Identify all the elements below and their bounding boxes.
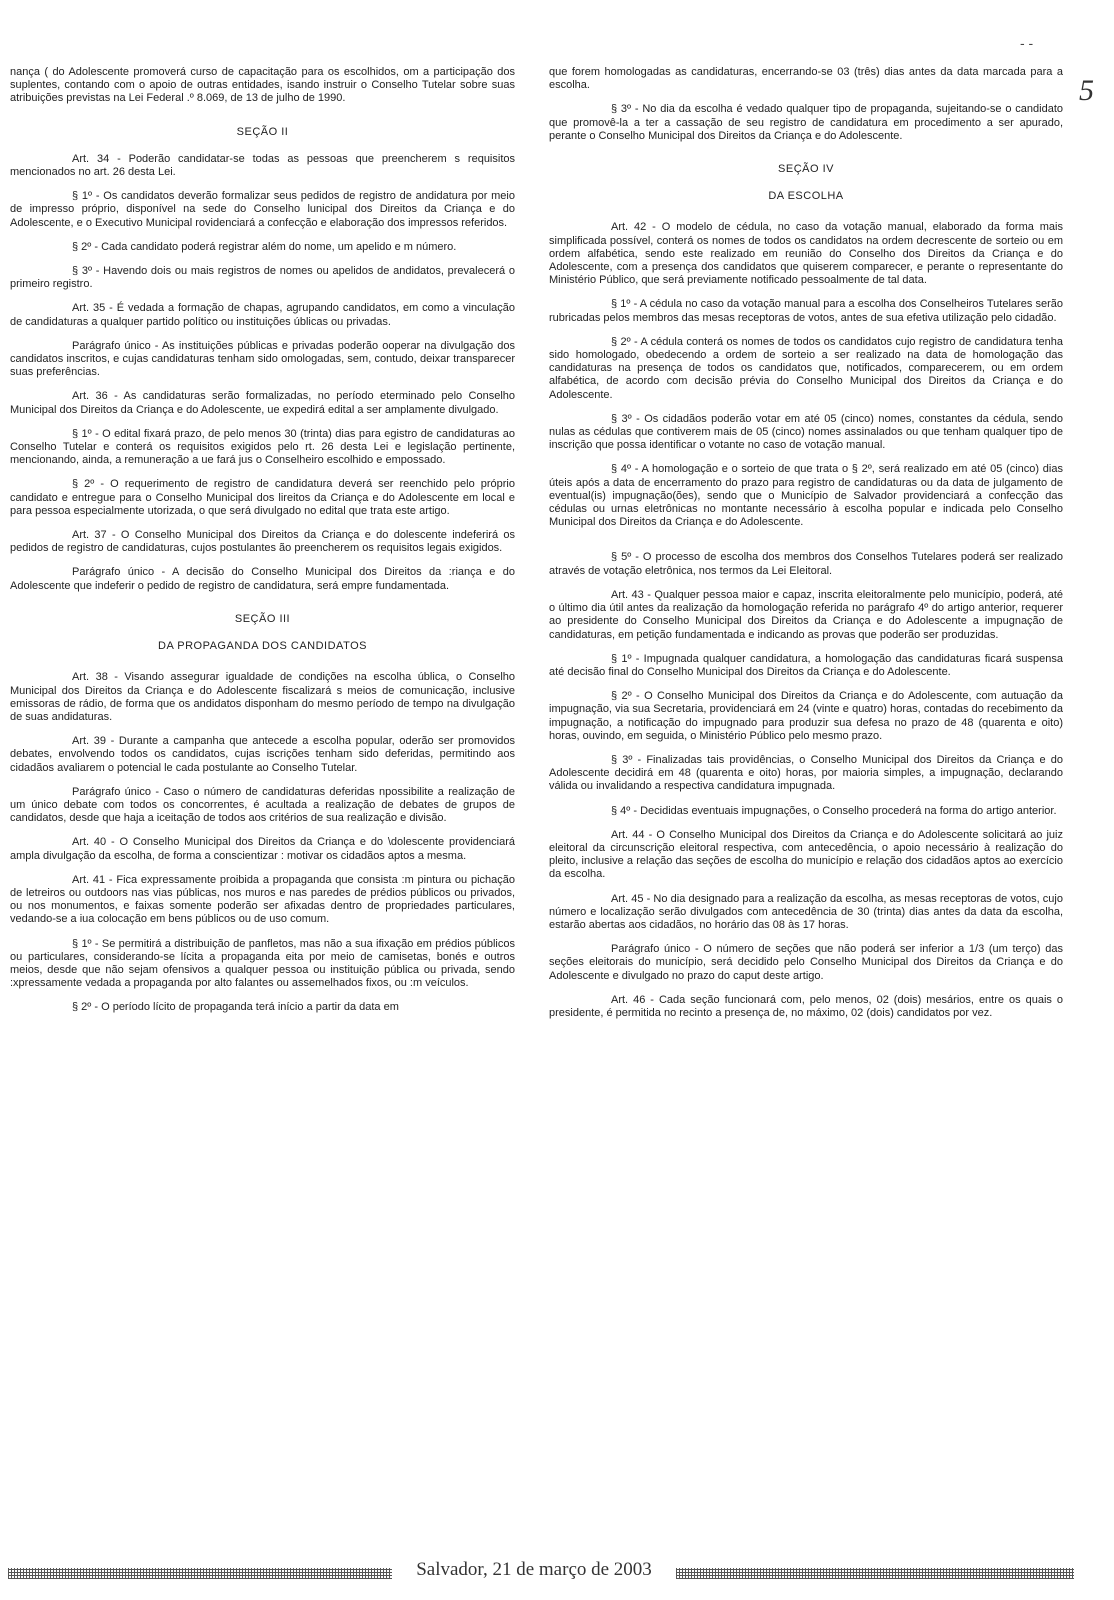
section-heading: SEÇÃO II (236, 125, 289, 138)
right-column (549, 66, 1063, 1031)
paragraph: § 3º - Havendo dois ou mais registros de nomes ou apelidos de andidatos, prevalecerá o primeiro registro. (10, 265, 515, 291)
footer (0, 1559, 1114, 1589)
paragraph: Parágrafo único - O número de seções que não poderá ser inferior a 1/3 (um terço) das seções eleitorais do município, será decidido pelo Conselho Municipal dos Direitos da Criança e do Adolescente e divulgado no prazo do caput deste artigo. (549, 943, 1063, 982)
paragraph: § 4º - Decididas eventuais impugnações, o Conselho procederá na forma do artigo anterior. (611, 804, 1057, 817)
paragraph: § 3º - No dia da escolha é vedado qualquer tipo de propaganda, sujeitando-se o candidato que promovê-la a ter a cassação de seu registro de candidatura em procedimento a ser apurado, perante o Conselho Municipal dos Direitos da Criança e do Adolescente. (549, 103, 1063, 142)
top-mark: - - (1020, 35, 1034, 51)
paragraph: nança ( do Adolescente promoverá curso de capacitação para os escolhidos, om a participação dos suplentes, contando com o apoio de outras entidades, isando instruir o Conselho Tutelar sobre suas atribuições previstas na Lei Federal .º 8.069, de 13 de julho de 1990. (10, 66, 515, 105)
footer-rule-right (676, 1568, 1074, 1579)
section-subheading: DA PROPAGANDA DOS CANDIDATOS (158, 640, 367, 653)
paragraph: § 4º - A homologação e o sorteio de que trata o § 2º, será realizado em até 05 (cinco) dias úteis após a data de encerramento do prazo para registro de candidaturas ou da data de julgamento de eventual(is) impugnação(ões), sendo que o Município de Salvador providenciará a confecção das cédulas ou urnas eletrônicas no montante necessário à escolha popular e indicada pelo Conselho Municipal dos Direitos da Criança e do Adolescente. (549, 463, 1063, 529)
paragraph: Art. 45 - No dia designado para a realização da escolha, as mesas receptoras de votos, cujo número e localização serão divulgados com antecedência de 30 (trinta) dias antes da data da escolha, estarão abertas aos cidadãos, no horário das 08 às 17 horas. (549, 892, 1063, 931)
paragraph: § 3º - Finalizadas tais providências, o Conselho Municipal dos Direitos da Criança e do Adolescente decidirá em 48 (quarenta e oito) horas, por maioria simples, a impugnação, declarando válida ou invalidando a respectiva candidatura impugnada. (549, 753, 1063, 793)
paragraph: § 1º - A cédula no caso da votação manual para a escolha dos Conselheiros Tutelares serão rubricadas pelos membros das mesas receptoras de votos, antes de sua efetiva utilização pelo cidadão. (549, 298, 1063, 324)
section-heading: SEÇÃO III (234, 612, 291, 625)
paragraph: Art. 41 - Fica expressamente proibida a propaganda que consista :m pintura ou pichação de letreiros ou outdoors nas vias públicas, nos muros e nas paredes de prédios públicos ou privados, ou nos monumentos, e faixas somente poderão ser afixadas dentro de propriedades particulares, vedando-se a iua colocação em bens públicos ou de uso comum. (10, 873, 515, 926)
paragraph: Art. 44 - O Conselho Municipal dos Direitos da Criança e do Adolescente solicitará ao juiz eleitoral da circunscrição eleitoral respectiva, com antecedência, o apoio necessário à realização do pleito, inclusive a relação das seções de escolha do município e relação dos cidadãos aptos ao exercício da escolha. (549, 828, 1063, 881)
paragraph: Art. 46 - Cada seção funcionará com, pelo menos, 02 (dois) mesários, entre os quais o presidente, é permitida no recinto a presença de, no máximo, 02 (dois) candidatos por vez. (549, 993, 1063, 1019)
paragraph: § 2º - O Conselho Municipal dos Direitos da Criança e do Adolescente, com autuação da impugnação, via sua Secretaria, providenciará em 24 (vinte e quatro) horas, contadas do recebimento da impugnação, a notificação do impugnado para produzir sua defesa no prazo de 48 (quarenta e oito) horas, ouvindo, em seguida, o Ministério Público pelo mesmo prazo. (549, 690, 1063, 742)
paragraph: Art. 35 - É vedada a formação de chapas, agrupando candidatos, em como a vinculação de candidaturas a qualquer partido político ou instituições úblicas ou privadas. (10, 302, 515, 328)
paragraph: Art. 36 - As candidaturas serão formalizadas, no período eterminado pelo Conselho Municipal dos Direitos da Criança e do Adolescente, ue expedirá edital a ser amplamente divulgado. (10, 390, 515, 416)
paragraph: que forem homologadas as candidaturas, encerrando-se 03 (três) dias antes da data marcada para a escolha. (549, 66, 1063, 92)
paragraph: § 2º - O requerimento de registro de candidatura deverá ser reenchido pelo próprio candidato e entregue para o Conselho Municipal dos lireitos da Criança e do Adolescente em local e para pessoa especialmente utorizada, o que será divulgado no edital que trata este artigo. (10, 478, 515, 517)
paragraph: § 1º - Os candidatos deverão formalizar seus pedidos de registro de andidatura por meio de impresso próprio, disponível na sede do Conselho lunicipal dos Direitos da Criança e do Adolescente, e o Executivo Municipal rovidenciará a confecção e elaboração dos impressos referidos. (10, 190, 515, 229)
left-column (10, 66, 515, 1026)
paragraph: Art. 42 - O modelo de cédula, no caso da votação manual, elaborado da forma mais simplificada possível, conterá os nomes de todos os candidatos na ordem decrescente de sorteio ou em ordem alfabética, sendo este realizado em reunião do Conselho dos Direitos da Criança e do Adolescente, com a presença dos candidatos que quiserem comparecer, e perante o representante do Ministério Público, que será previamente notificado pessoalmente de tal data. (549, 221, 1063, 287)
paragraph: § 1º - Impugnada qualquer candidatura, a homologação das candidaturas ficará suspensa até decisão final do Conselho Municipal dos Direitos da Criança e do Adolescente. (549, 652, 1063, 678)
paragraph: § 2º - Cada candidato poderá registrar além do nome, um apelido e m número. (72, 240, 457, 253)
paragraph: Parágrafo único - A decisão do Conselho Municipal dos Direitos da :riança e do Adolescente que indeferir o pedido de registro de candidatura, será empre fundamentada. (10, 566, 515, 592)
paragraph: Art. 40 - O Conselho Municipal dos Direitos da Criança e do \dolescente providenciará ampla divulgação da escolha, de forma a conscientizar : motivar os cidadãos aptos a mesma. (10, 836, 515, 862)
paragraph: § 1º - O edital fixará prazo, de pelo menos 30 (trinta) dias para egistro de candidaturas ao Conselho Tutelar e conterá os requisitos exigidos pelo rt. 26 desta Lei e legislação pertinente, mencionando, ainda, a remuneração a ue fará jus o Conselheiro escolhido e empossado. (10, 427, 515, 467)
paragraph: Parágrafo único - Caso o número de candidaturas deferidas npossibilite a realização de um único debate com todos os concorrentes, é acultada a realização de debates de grupos de candidatos, desde que haja a iceitação de todos aos critérios de sua realização e divisão. (10, 785, 515, 825)
paragraph: § 1º - Se permitirá a distribuição de panfletos, mas não a sua ifixação em prédios públicos ou particulares, considerando-se lícita a propaganda eita por meio de camisetas, bonés e outros meios, desde que não sejam ofensivos a qualquer pessoa ou instituição pública ou privada, sendo :xpressamente vedada a propaganda por alto falantes ou assemelhados fixos, ou :m veículos. (10, 937, 515, 990)
paragraph: Art. 39 - Durante a campanha que antecede a escolha popular, oderão ser promovidos debates, envolvendo todos os candidatos, cujas iscrições tenham sido deferidas, permitindo aos cidadãos avaliarem o potencial le cada postulante ao Conselho Tutelar. (10, 735, 515, 774)
page-number: 5 (1079, 74, 1094, 107)
section-subheading: DA ESCOLHA (768, 190, 844, 203)
paragraph: Art. 34 - Poderão candidatar-se todas as pessoas que preencherem s requisitos mencionados no art. 26 desta Lei. (10, 152, 515, 179)
paragraph: § 2º - A cédula conterá os nomes de todos os candidatos cujo registro de candidatura tenha sido homologado, obedecendo a ordem de sorteio a ser realizado na data de homologação das candidaturas na presença de todos os candidatos que, notificados, comparecerem, ou em ordem alfabética, de acordo com decisão prévia do Conselho Municipal dos Direitos da Criança e do Adolescente. (549, 335, 1063, 401)
paragraph: § 2º - O período lícito de propaganda terá início a partir da data em (72, 1001, 399, 1014)
paragraph: § 5º - O processo de escolha dos membros dos Conselhos Tutelares poderá ser realizado através de votação eletrônica, nos termos da Lei Eleitoral. (549, 551, 1063, 577)
paragraph: § 3º - Os cidadãos poderão votar em até 05 (cinco) nomes, constantes da cédula, sendo nulas as cédulas que contiverem mais de 05 (cinco) nomes assinalados ou que tenham qualquer tipo de inscrição que possa identificar o votante no caso de votação manual. (549, 412, 1063, 452)
paragraph: Art. 43 - Qualquer pessoa maior e capaz, inscrita eleitoralmente pelo município, poderá, até o último dia útil antes da realização da homologação referida no parágrafo 4º do artigo anterior, requerer ao presidente do Conselho Municipal dos Direitos da Criança e do Adolescente a impugnação de candidaturas, em petição fundamentada e indicando as provas que poderão ser produzidas. (549, 588, 1063, 641)
paragraph: Parágrafo único - As instituições públicas e privadas poderão ooperar na divulgação dos candidatos inscritos, e cujas candidaturas tenham sido omologadas, sem, contudo, deixar transparecer suas preferências. (10, 339, 515, 379)
footer-rule-left (8, 1568, 392, 1579)
paragraph: Art. 38 - Visando assegurar igualdade de condições na escolha ública, o Conselho Municipal dos Direitos da Criança e do Adolescente fiscalizará s meios de comunicação, inclusive emissoras de rádio, de forma que os andidatos disponham do mesmo período de tempo na divulgação de suas andidaturas. (10, 671, 515, 723)
section-heading: SEÇÃO IV (778, 163, 834, 176)
footer-date: Salvador, 21 de março de 2003 (416, 1559, 652, 1580)
paragraph: Art. 37 - O Conselho Municipal dos Direitos da Criança e do dolescente indeferirá os pedidos de registro de candidaturas, cujos postulantes ão preencherem os requisitos legais exigidos. (10, 529, 515, 555)
